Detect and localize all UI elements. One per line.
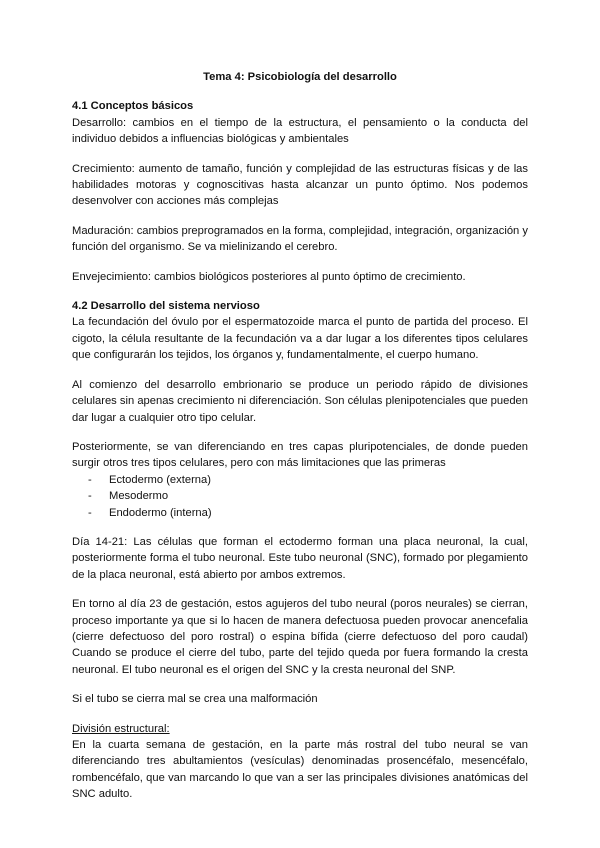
paragraph-desarrollo-embrionario: Al comienzo del desarrollo embrionario se produce un periodo rápido de divisiones celulares sin apenas crecimiento ni diferenciación. Son células plenipotenciales que pueden dar lugar a cualquier otro tipo celular. — [72, 378, 528, 424]
section-heading-sistema-nervioso: 4.2 Desarrollo del sistema nervioso — [72, 300, 260, 313]
document-body — [72, 69, 528, 816]
list-dash: - — [88, 490, 92, 503]
list-dash: - — [88, 506, 92, 519]
subheading-division-estructural: División estructural: — [72, 722, 170, 735]
paragraph-capas-pluripotenciales: Posteriormente, se van diferenciando en tres capas pluripotenciales, de donde pueden surgir otros tres tipos celulares, pero con más limitaciones que las primeras — [72, 440, 528, 470]
page-title: Tema 4: Psicobiología del desarrollo — [203, 71, 397, 83]
list-item: - Endodermo (interna) — [72, 505, 528, 521]
paragraph-dia-14-21: Día 14-21: Las células que forman el ectodermo forman una placa neuronal, la cual, posteriormente forma el tubo neuronal. Este tubo neuronal (SNC), formado por plegamiento de la placa neuronal, está abierto por ambos extremos. — [72, 535, 528, 581]
paragraph-malformacion: Si el tubo se cierra mal se crea una malformación — [72, 693, 318, 706]
paragraph-maduracion: Maduración: cambios preprogramados en la forma, complejidad, integración, organización y función del organismo. Se va mielinizando el cerebro. — [72, 224, 528, 254]
paragraph-dia-23: En torno al día 23 de gestación, estos agujeros del tubo neural (poros neurales) se cierran, proceso importante ya que si lo hacen de manera defectuosa pueden provocar anencefalia (cierre defectuoso del poro rostral) o espina bífida (cierre defectuoso del poro caudal) Cuando se produce el cierre del tubo, parte del tejido queda por fuera formando la cresta neuronal. El tubo neuronal es el origen del SNC y la cresta neuronal del SNP. — [72, 598, 528, 676]
section-heading-conceptos: 4.1 Conceptos básicos — [72, 100, 194, 113]
list-item: - Mesodermo — [72, 488, 528, 504]
paragraph-desarrollo: Desarrollo: cambios en el tiempo de la estructura, el pensamiento o la conducta del individuo debidos a influencias biológicas y ambientales — [72, 116, 528, 146]
list-item: - Ectodermo (externa) — [72, 472, 528, 488]
paragraph-cuarta-semana: En la cuarta semana de gestación, en la parte más rostral del tubo neural se van diferenciando tres abultamientos (vesículas) denominadas prosencéfalo, mesencéfalo, rombencéfalo, que van marcando lo que van a ser las principales divisiones anatómicas del SNC adulto. — [72, 739, 528, 801]
paragraph-crecimiento: Crecimiento: aumento de tamaño, función y complejidad de las estructuras físicas y de las habilidades motoras y cognoscitivas hasta alcanzar un punto óptimo. Nos podemos desenvolver con acciones más complejas — [72, 162, 528, 208]
paragraph-envejecimiento: Envejecimiento: cambios biológicos posteriores al punto óptimo de crecimiento. — [72, 270, 466, 283]
list-dash: - — [88, 473, 92, 486]
germ-layer-list — [72, 472, 528, 521]
paragraph-fecundacion: La fecundación del óvulo por el espermatozoide marca el punto de partida del proceso. El cigoto, la célula resultante de la fecundación va a dar lugar a los diferentes tipos celulares que configurarán los tejidos, los órganos y, fundamentalmente, el cuerpo humano. — [72, 316, 528, 362]
